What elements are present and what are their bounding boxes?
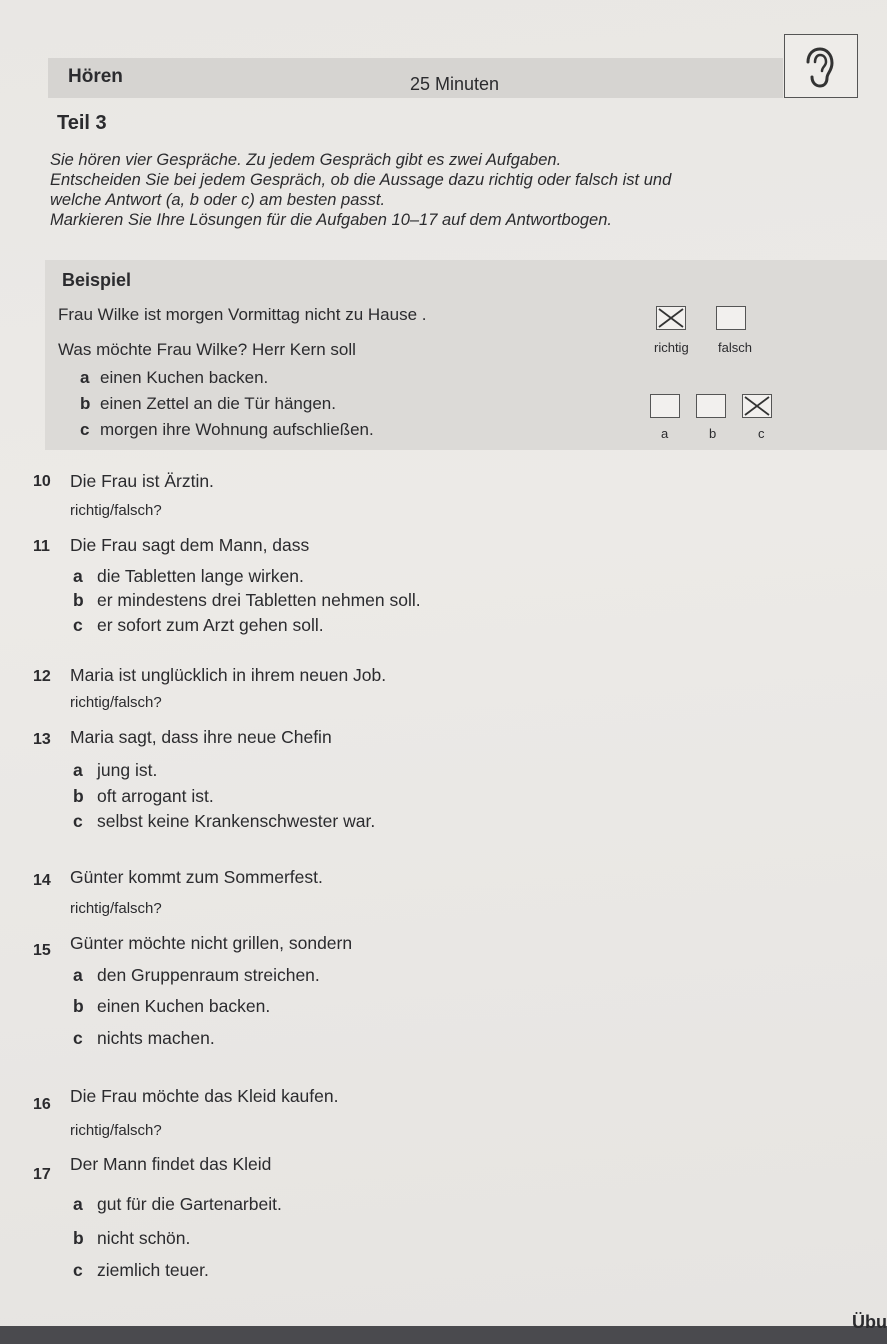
example-title: Beispiel	[62, 270, 132, 290]
part-title: Teil 3	[57, 112, 107, 134]
option-letter: a	[80, 368, 90, 387]
instruction-line: welche Antwort (a, b oder c) am besten passt.	[50, 191, 386, 209]
item-number: 17	[33, 1166, 51, 1183]
label-falsch: falsch	[718, 340, 752, 355]
option-a	[73, 1194, 282, 1215]
option-letter: c	[80, 420, 90, 439]
option-letter: b	[73, 1228, 84, 1248]
item-number: 15	[33, 942, 51, 959]
item-statement: Die Frau ist Ärztin.	[70, 471, 214, 491]
option-letter: c	[73, 811, 83, 831]
option-letter: b	[80, 394, 91, 413]
option-c	[73, 615, 324, 636]
richtig-falsch-prompt: richtig/falsch?	[70, 694, 162, 711]
item-statement: Maria ist unglücklich in ihrem neuen Job.	[70, 665, 387, 685]
instruction-line: Markieren Sie Ihre Lösungen für die Aufgaben 10–17 auf dem Antwortbogen.	[50, 211, 612, 229]
option-c	[73, 1260, 209, 1281]
richtig-falsch-prompt: richtig/falsch?	[70, 502, 162, 519]
option-text: einen Kuchen backen.	[100, 368, 269, 387]
corner-tab-text: Übu	[852, 1312, 887, 1332]
richtig-falsch-prompt: richtig/falsch?	[70, 900, 162, 917]
option-letter: c	[73, 615, 83, 635]
instructions	[50, 150, 790, 230]
option-text: oft arrogant ist.	[97, 786, 214, 806]
section-title: Hören	[68, 66, 123, 87]
item-statement: Maria sagt, dass ihre neue Chefin	[70, 727, 332, 747]
instruction-line: Sie hören vier Gespräche. Zu jedem Gespräch gibt es zwei Aufgaben.	[50, 151, 562, 169]
option-text: gut für die Gartenarbeit.	[97, 1194, 282, 1214]
section-duration: 25 Minuten	[410, 74, 500, 94]
example-checkbox-falsch	[716, 306, 746, 330]
instruction-line: Entscheiden Sie bei jedem Gespräch, ob die Aussage dazu richtig oder falsch ist und	[50, 171, 672, 189]
example-option-c	[80, 420, 374, 440]
option-a	[73, 965, 320, 986]
example-option-a	[80, 368, 268, 388]
label-b: b	[709, 426, 717, 441]
option-text: einen Kuchen backen.	[97, 996, 271, 1016]
option-letter: a	[73, 760, 83, 780]
item-statement: Günter kommt zum Sommerfest.	[70, 867, 323, 887]
bottom-edge	[0, 1326, 887, 1344]
item-number: 13	[33, 731, 51, 748]
example-checkbox-c-checked	[742, 394, 772, 418]
option-b	[73, 996, 270, 1017]
option-letter: b	[73, 590, 84, 610]
example-checkbox-b	[696, 394, 726, 418]
option-a	[73, 566, 304, 587]
example-checkbox-richtig-checked	[656, 306, 686, 330]
example-checkbox-a	[650, 394, 680, 418]
option-b	[73, 786, 214, 807]
item-number: 14	[33, 872, 51, 889]
option-text: nichts machen.	[97, 1028, 215, 1048]
option-text: er sofort zum Arzt gehen soll.	[97, 615, 324, 635]
ear-icon	[784, 34, 858, 98]
option-b	[73, 590, 421, 611]
option-letter: b	[73, 996, 84, 1016]
option-letter: a	[73, 965, 83, 985]
option-letter: c	[73, 1260, 83, 1280]
item-statement: Der Mann findet das Kleid	[70, 1154, 272, 1174]
option-c	[73, 811, 375, 832]
option-text: selbst keine Krankenschwester war.	[97, 811, 376, 831]
item-number: 12	[33, 668, 51, 685]
example-question: Was möchte Frau Wilke? Herr Kern soll	[58, 340, 356, 359]
option-text: ziemlich teuer.	[97, 1260, 209, 1280]
label-richtig: richtig	[654, 340, 689, 355]
option-letter: c	[73, 1028, 83, 1048]
label-a: a	[661, 426, 669, 441]
option-letter: a	[73, 1194, 83, 1214]
option-text: die Tabletten lange wirken.	[97, 566, 304, 586]
item-number: 11	[33, 538, 50, 555]
item-number: 16	[33, 1096, 51, 1113]
item-statement: Die Frau möchte das Kleid kaufen.	[70, 1086, 339, 1106]
option-letter: a	[73, 566, 83, 586]
example-statement: Frau Wilke ist morgen Vormittag nicht zu Hause .	[58, 305, 427, 324]
option-text: einen Zettel an die Tür hängen.	[100, 394, 336, 413]
option-text: er mindestens drei Tabletten nehmen soll.	[97, 590, 421, 610]
label-c: c	[758, 426, 765, 441]
option-b	[73, 1228, 190, 1249]
option-letter: b	[73, 786, 84, 806]
option-text: jung ist.	[97, 760, 158, 780]
option-c	[73, 1028, 215, 1049]
option-a	[73, 760, 157, 781]
example-option-b	[80, 394, 336, 414]
item-statement: Die Frau sagt dem Mann, dass	[70, 535, 310, 555]
item-statement: Günter möchte nicht grillen, sondern	[70, 933, 353, 953]
option-text: nicht schön.	[97, 1228, 191, 1248]
richtig-falsch-prompt: richtig/falsch?	[70, 1122, 162, 1139]
option-text: morgen ihre Wohnung aufschließen.	[100, 420, 374, 439]
item-number: 10	[33, 473, 51, 490]
option-text: den Gruppenraum streichen.	[97, 965, 320, 985]
